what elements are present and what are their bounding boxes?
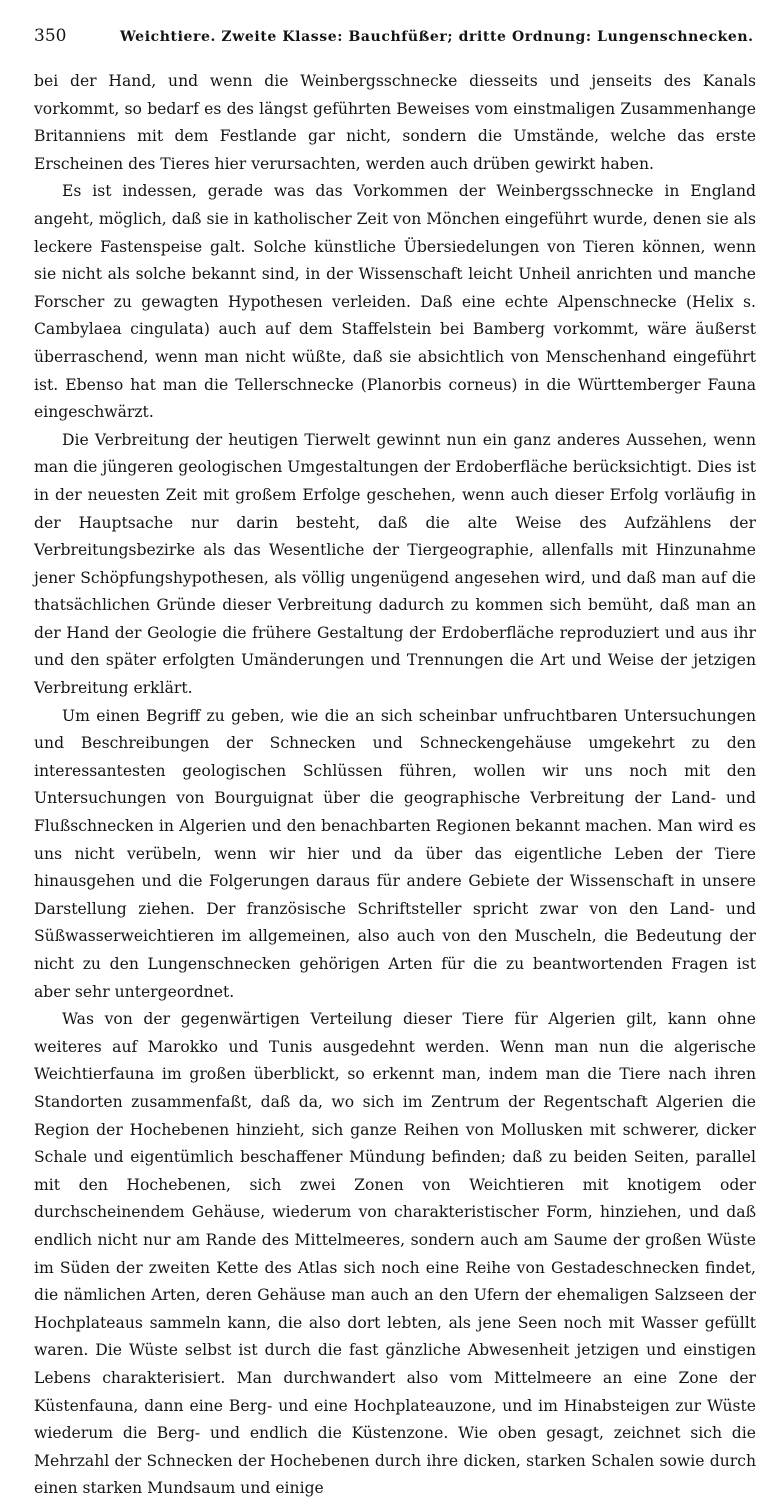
running-head: Weichtiere. Zweite Klasse: Bauchfüßer; dritte Ordnung: Lungenschnecken.: [120, 29, 754, 45]
paragraph-3: Die Verbreitung der heutigen Tierwelt gewinnt nun ein ganz anderes Aussehen, wenn man die jüngeren geologischen Umgestaltungen der Erdoberfläche berücksichtigt. Dies ist in der neuesten Zeit mit großem Erfolge geschehen, wenn auch dieser Erfolg vorläufig in der Hauptsache nur darin besteht, daß die alte Weise des Aufzählens der Verbreitungsbezirke als das Wesentliche der Tiergeographie, allenfalls mit Hinzunahme jener Schöpfungshypothesen, als völlig ungenügend angesehen wird, und daß man auf die thatsächlichen Gründe dieser Verbreitung dadurch zu kommen sich bemüht, daß man an der Hand der Geologie die frühere Gestaltung der Erdoberfläche reproduziert und aus ihr und den später erfolgten Umänderungen und Trennungen die Art und Weise der jetzigen Verbreitung erklärt.: [34, 430, 756, 698]
book-page: [34, 26, 756, 1503]
paragraph-4: Um einen Begriff zu geben, wie die an sich scheinbar unfruchtbaren Untersuchungen und Beschreibungen der Schnecken und Schneckengehäuse umgekehrt zu den interessantesten geologischen Schlüssen führen, wollen wir uns noch mit den Untersuchungen von Bourguignat über die geographische Verbreitung der Land- und Flußschnecken in Algerien und den benachbarten Regionen bekannt machen. Man wird es uns nicht verübeln, wenn wir hier und da über das eigentliche Leben der Tiere hinausgehen und die Folgerungen daraus für andere Gebiete der Wissenschaft in unsere Darstellung ziehen. Der französische Schriftsteller spricht zwar von den Land- und Süßwasserweichtieren im allgemeinen, also auch von den Muscheln, die Bedeutung der nicht zu den Lungenschnecken gehörigen Arten für die zu beantwortenden Fragen ist aber sehr untergeordnet.: [34, 706, 756, 1001]
page-number: 350: [34, 26, 67, 46]
paragraph-2: Es ist indessen, gerade was das Vorkommen der Weinbergsschnecke in England angeht, möglich, daß sie in katholischer Zeit von Mönchen eingeführt wurde, denen sie als leckere Fastenspeise galt. Solche künstliche Übersiedelungen von Tieren können, wenn sie nicht als solche bekannt sind, in der Wissenschaft leicht Unheil anrichten und manche Forscher zu gewagten Hypothesen verleiden. Daß eine echte Alpenschnecke (Helix s. Cambylaea cingulata) auch auf dem Staffelstein bei Bamberg vorkommt, wäre äußerst überraschend, wenn man nicht wüßte, daß sie absichtlich von Menschenhand eingeführt ist. Ebenso hat man die Tellerschnecke (Planorbis corneus) in die Württemberger Fauna eingeschwärzt.: [34, 182, 756, 422]
paragraph-1: bei der Hand, und wenn die Weinbergsschnecke diesseits und jenseits des Kanals vorkommt, so bedarf es des längst geführten Beweises vom einstmaligen Zusammenhange Britanniens mit dem Festlande gar nicht, sondern die Umstände, welche das erste Erscheinen des Tieres hier verursachten, werden auch drüben gewirkt haben.: [34, 72, 756, 173]
body-text: [34, 68, 756, 1503]
page-header: [34, 26, 756, 56]
paragraph-5: Was von der gegenwärtigen Verteilung dieser Tiere für Algerien gilt, kann ohne weiteres auf Marokko und Tunis ausgedehnt werden. Wenn man nun die algerische Weichtierfauna im großen überblickt, so erkennt man, indem man die Tiere nach ihren Standorten zusammenfaßt, daß da, wo sich im Zentrum der Regentschaft Algerien die Region der Hochebenen hinzieht, sich ganze Reihen von Mollusken mit schwerer, dicker Schale und eigentümlich beschaffener Mündung befinden; daß zu beiden Seiten, parallel mit den Hochebenen, sich zwei Zonen von Weichtieren mit knotigem oder durchscheinendem Gehäuse, wiederum von charakteristischer Form, hinziehen, und daß endlich nicht nur am Rande des Mittelmeeres, sondern auch am Saume der großen Wüste im Süden der zweiten Kette des Atlas sich noch eine Reihe von Gestadeschnecken findet, die nämlichen Arten, deren Gehäuse man auch an den Ufern der ehemaligen Salzseen der Hochplateaus sammeln kann, die also dort lebten, als jene Seen noch mit Wasser gefüllt waren. Die Wüste selbst ist durch die fast gänzliche Abwesenheit jetzigen und einstigen Lebens charakterisiert. Man durchwandert also vom Mittelmeere an eine Zone der Küstenfauna, dann eine Berg- und eine Hochplateauzone, und im Hinabsteigen zur Wüste wiederum die Berg- und endlich die Küstenzone. Wie oben gesagt, zeichnet sich die Mehrzahl der Schnecken der Hochebenen durch ihre dicken, starken Schalen sowie durch einen starken Mundsaum und einige: [34, 1010, 756, 1498]
